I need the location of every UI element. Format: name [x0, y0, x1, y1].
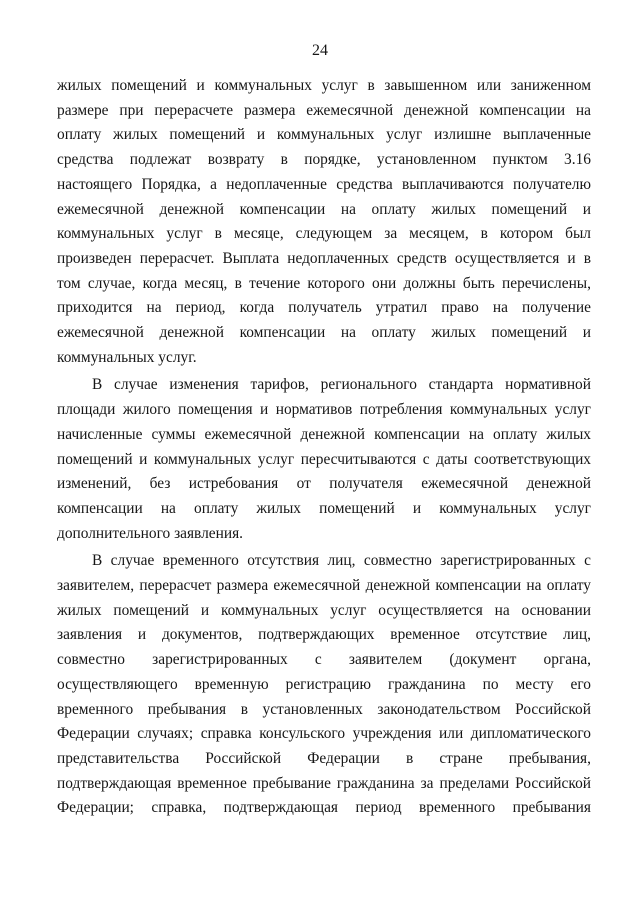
text-line: коммунальных услуг.: [57, 348, 197, 366]
text-line: временного пребывания в установленных законодательством Российской: [57, 700, 591, 718]
text-line: ежемесячной денежной компенсации на оплату жилых помещений и: [57, 200, 591, 218]
text-line: средства подлежат возврату в порядке, установленном пунктом 3.16: [57, 151, 591, 169]
text-line: представительства Российской Федерации в стране пребывания,: [57, 749, 591, 767]
text-line: В случае изменения тарифов, регионального стандарта нормативной: [92, 376, 591, 394]
text-line: Федерации; справка, подтверждающая период временного пребывания: [57, 799, 591, 817]
text-line: В случае временного отсутствия лиц, совместно зарегистрированных с: [92, 552, 591, 570]
text-line: площади жилого помещения и нормативов потребления коммунальных услуг: [57, 401, 591, 419]
paragraph-2: [57, 373, 591, 546]
text-line: совместно зарегистрированных с заявителем (документ органа,: [57, 651, 591, 669]
text-line: заявителем, перерасчет размера ежемесячной денежной компенсации на оплату: [57, 577, 591, 595]
text-line: размере при перерасчете размера ежемесячной денежной компенсации на: [57, 101, 591, 119]
text-line: осуществляющего временную регистрацию гражданина по месту его: [57, 675, 591, 693]
text-line: заявления и документов, подтверждающих временное отсутствие лиц,: [57, 626, 591, 644]
text-line: компенсации на оплату жилых помещений и коммунальных услуг: [57, 499, 591, 517]
text-line: том случае, когда месяц, в течение которого они должны быть перечислены,: [57, 274, 591, 292]
text-line: жилых помещений и коммунальных услуг в завышенном или заниженном: [57, 77, 591, 94]
text-line: произведен перерасчет. Выплата недоплаченных средств осуществляется и в: [57, 249, 591, 267]
text-line: Федерации случаях; справка консульского учреждения или дипломатического: [57, 725, 591, 743]
text-line: коммунальных услуг в месяце, следующем за месяцем, в котором был: [57, 225, 591, 243]
paragraph-1: [57, 74, 591, 370]
text-line: настоящего Порядка, а недоплаченные средства выплачиваются получателю: [57, 175, 591, 193]
text-line: подтверждающая временное пребывание гражданина за пределами Российской: [57, 774, 591, 792]
text-line: начисленные суммы ежемесячной денежной компенсации на оплату жилых: [57, 425, 591, 443]
paragraph-3: [57, 549, 591, 821]
text-line: приходится на период, когда получатель утратил право на получение: [57, 299, 591, 317]
page-number: 24: [312, 42, 328, 59]
document-body: [57, 74, 591, 821]
text-line: изменений, без истребования от получателя ежемесячной денежной: [57, 475, 591, 493]
text-line: жилых помещений и коммунальных услуг осуществляется на основании: [57, 601, 591, 619]
text-line: оплату жилых помещений и коммунальных услуг излишне выплаченные: [57, 126, 591, 144]
text-line: помещений и коммунальных услуг пересчитываются с даты соответствующих: [57, 450, 591, 468]
text-line: дополнительного заявления.: [57, 524, 244, 542]
text-line: ежемесячной денежной компенсации на оплату жилых помещений и: [57, 324, 591, 342]
